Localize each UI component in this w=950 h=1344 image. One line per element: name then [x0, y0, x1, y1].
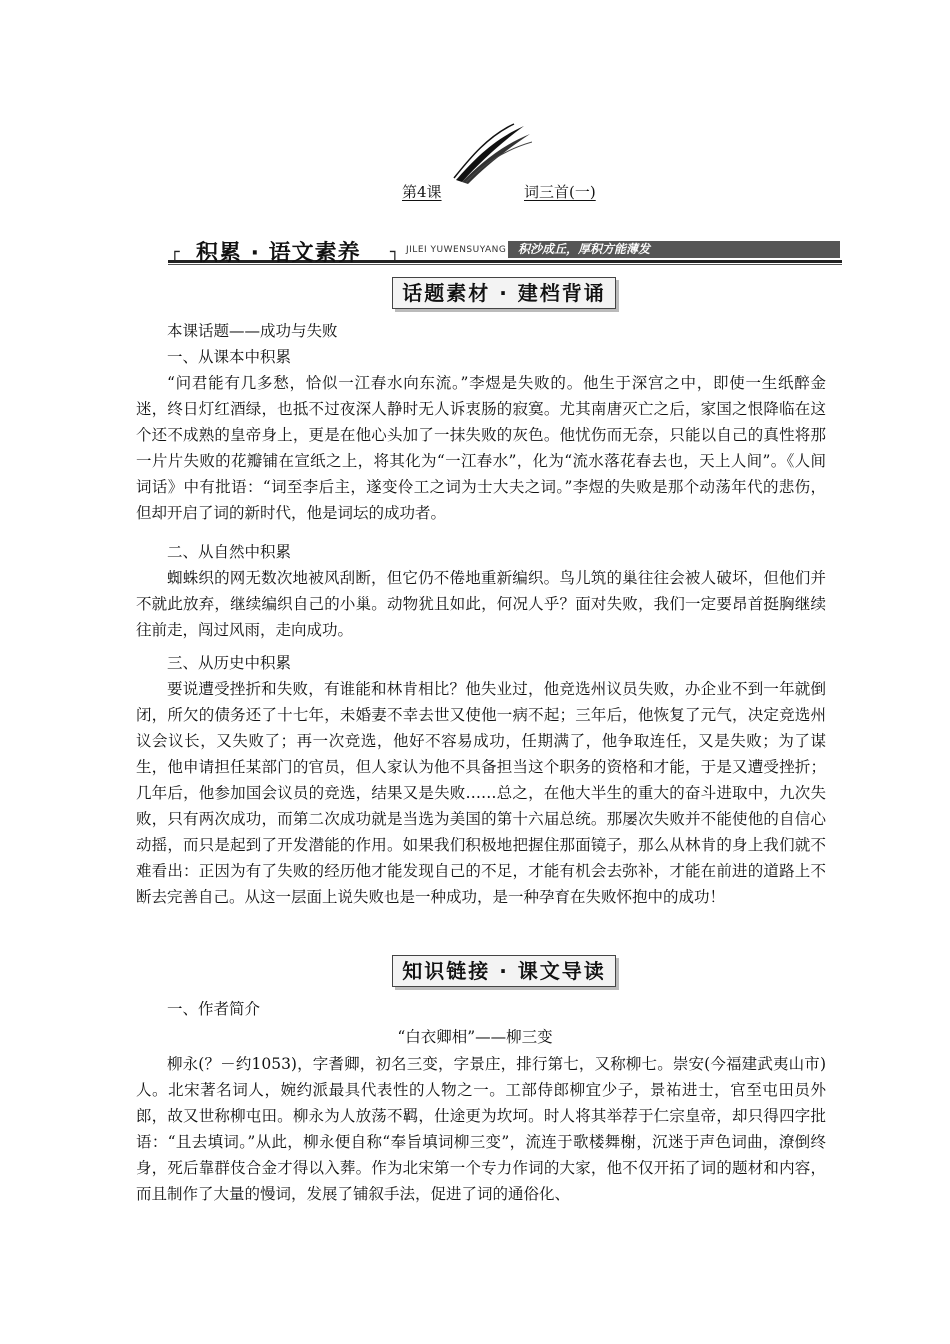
banner-corner-left-icon: ┌ [170, 242, 180, 261]
lesson-number: 第4课 [402, 183, 442, 201]
banner-motto: 积沙成丘，厚积方能薄发 [508, 241, 840, 258]
banner-pinyin: JILEI YUWENSUYANG [406, 245, 507, 255]
quill-logo-icon [452, 122, 532, 184]
accumulation-banner [168, 236, 842, 266]
lesson-name: 词三首(一) [524, 183, 596, 201]
section-heading-topic [392, 277, 616, 311]
section-heading-text: 知识链接 · 课文导读 [402, 959, 606, 983]
author-subtitle: “白衣卿相”——柳三变 [397, 1028, 553, 1046]
heading-from-nature: 二、从自然中积累 [167, 543, 292, 561]
heading-from-textbook: 一、从课本中积累 [167, 348, 292, 366]
section-heading-text: 话题素材 · 建档背诵 [402, 281, 606, 305]
paragraph-nature: 蜘蛛织的网无数次地被风刮断，但它仍不倦地重新编织。鸟儿筑的巢往往会被人破坏，但他们并不就此放弃，继续编织自己的小巢。动物犹且如此，何况人乎？面对失败，我们一定要昂首挺胸继续往前走，闯过风雨，走向成功。 [136, 569, 826, 639]
heading-author-intro: 一、作者简介 [167, 1000, 261, 1018]
heading-from-history: 三、从历史中积累 [167, 654, 292, 672]
paragraph-lincoln: 要说遭受挫折和失败，有谁能和林肯相比？他失业过，他竞选州议员失败，办企业不到一年就倒闭，所欠的债务还了十七年，未婚妻不幸去世又使他一病不起；三年后，他恢复了元气，决定竞选州议会议长，又失败了；再一次竞选，他好不容易成功，任期满了，他争取连任，又是失败；为了谋生，他申请担任某部门的官员，但人家认为他不具备担当这个职务的资格和才能，于是又遭受挫折；几年后，他参加国会议员的竞选，结果又是失败……总之，在他大半生的重大的奋斗进取中，九次失败，只有两次成功，而第二次成功就是当选为美国的第十六届总统。那屡次失败并不能使他的自信心动摇，而只是起到了开发潜能的作用。如果我们积极地把握住那面镜子，那么从林肯的身上我们就不难看出：正因为有了失败的经历他才能发现自己的不足，才能有机会去弥补，才能在前进的道路上不断去完善自己。从这一层面上说失败也是一种成功，是一种孕育在失败怀抱中的成功！ [136, 680, 826, 906]
paragraph-liu-yong: 柳永(？－约1053)，字耆卿，初名三变，字景庄，排行第七，又称柳七。崇安(今福建武夷山市)人。北宋著名词人，婉约派最具代表性的人物之一。工部侍郎柳宜少子，景祐进士，官至屯田员外郎，故又世称柳屯田。柳永为人放荡不羁，仕途更为坎坷。时人将其举荐于仁宗皇帝，却只得四字批语：“且去填词。”从此，柳永便自称“奉旨填词柳三变”，流连于歌楼舞榭，沉迷于声色词曲，潦倒终身，死后靠群伎合金才得以入葬。作为北宋第一个专力作词的大家，他不仅开拓了词的题材和内容，而且制作了大量的慢词，发展了铺叙手法，促进了词的通俗化、 [136, 1055, 826, 1203]
paragraph-li-yu: “问君能有几多愁，恰似一江春水向东流。”李煜是失败的。他生于深宫之中，即使一生纸醉金迷，终日灯红酒绿，也抵不过夜深人静时无人诉衷肠的寂寞。尤其南唐灭亡之后，家国之恨降临在这个还不成熟的皇帝身上，更是在他心头加了一抹失败的灰色。他忧伤而无奈，只能以自己的真性将那一片片失败的花瓣铺在宣纸之上，将其化为“一江春水”，化为“流水落花春去也，天上人间”。《人间词话》中有批语：“词至李后主，遂变伶工之词为士大夫之词。”李煜的失败是那个动荡年代的悲伤，但却开启了词的新时代，他是词坛的成功者。 [136, 374, 826, 522]
banner-corner-right-icon: ┐ [390, 242, 400, 261]
topic-line: 本课话题——成功与失败 [167, 322, 338, 340]
section-heading-knowledge [392, 955, 616, 989]
banner-title: 积累 · 语文素养 [196, 241, 361, 266]
